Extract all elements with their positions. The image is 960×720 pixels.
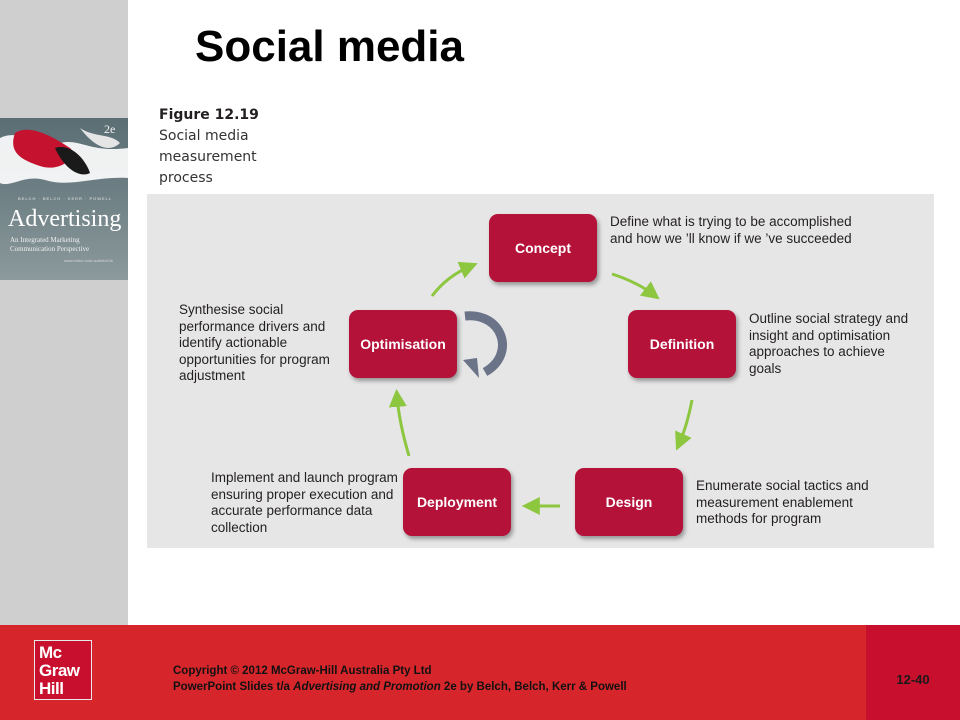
book-cover-image	[0, 118, 128, 280]
stage-description-design: Enumerate social tactics and measurement enablement methods for program	[696, 478, 869, 526]
stage-label: Concept	[515, 240, 571, 256]
copyright-notice	[173, 663, 627, 695]
stage-node-optimisation	[349, 310, 457, 378]
copyright-suffix: 2e by Belch, Belch, Kerr & Powell	[440, 681, 627, 693]
stage-label: Definition	[649, 336, 715, 352]
logo-line: Mc	[39, 643, 62, 662]
copyright-prefix: PowerPoint Slides t/a	[173, 681, 294, 693]
figure-number: Figure 12.19	[159, 107, 259, 123]
copyright-line-2	[173, 679, 627, 695]
book-title-italic: Advertising and Promotion	[293, 681, 441, 693]
book-edition: 2e	[104, 122, 116, 136]
stage-description-deployment: Implement and launch program ensuring proper execution and accurate performance data collection	[211, 470, 398, 535]
process-diagram	[147, 194, 934, 548]
stage-node-design	[575, 468, 683, 536]
logo-line: Hill	[39, 679, 64, 698]
slide-title: Social media	[195, 22, 465, 71]
stage-description-optimisation: Synthesise social performance drivers and identify actionable opportunities for program adjustment	[179, 302, 330, 383]
mcgraw-hill-logo	[34, 640, 92, 700]
page-number: 12-40	[896, 672, 930, 687]
stage-description-definition: Outline social strategy and insight and optimisation approaches to achieve goals	[749, 311, 909, 376]
arrow-deployment-to-optimisation	[397, 396, 409, 456]
book-title: Advertising	[8, 206, 122, 232]
arrow-definition-to-design	[679, 400, 692, 444]
stage-node-concept	[489, 214, 597, 282]
stage-label: Design	[605, 494, 653, 510]
stage-node-definition	[628, 310, 736, 378]
stage-label: Optimisation	[360, 336, 446, 352]
stage-node-deployment	[403, 468, 511, 536]
logo-line: Graw	[39, 661, 80, 680]
arrow-concept-to-definition	[612, 274, 654, 295]
left-sidebar	[0, 0, 128, 625]
figure-caption	[159, 105, 289, 189]
copyright-line-1: Copyright © 2012 McGraw-Hill Australia Pty Ltd	[173, 665, 432, 677]
arrow-optimisation-to-concept	[432, 266, 471, 296]
stage-description-concept: Define what is trying to be accomplished and how we ’ll know if we ’ve succeeded	[610, 214, 852, 246]
figure-caption-text: Social media measurement process	[159, 128, 257, 186]
book-url: www.mhhe.com.au/belch2e	[64, 258, 113, 263]
stage-label: Deployment	[416, 494, 498, 510]
book-authors: BELCH · BELCH · KERR · POWELL	[18, 196, 113, 201]
book-subtitle: An Integrated Marketing Communication Perspective	[10, 236, 90, 253]
